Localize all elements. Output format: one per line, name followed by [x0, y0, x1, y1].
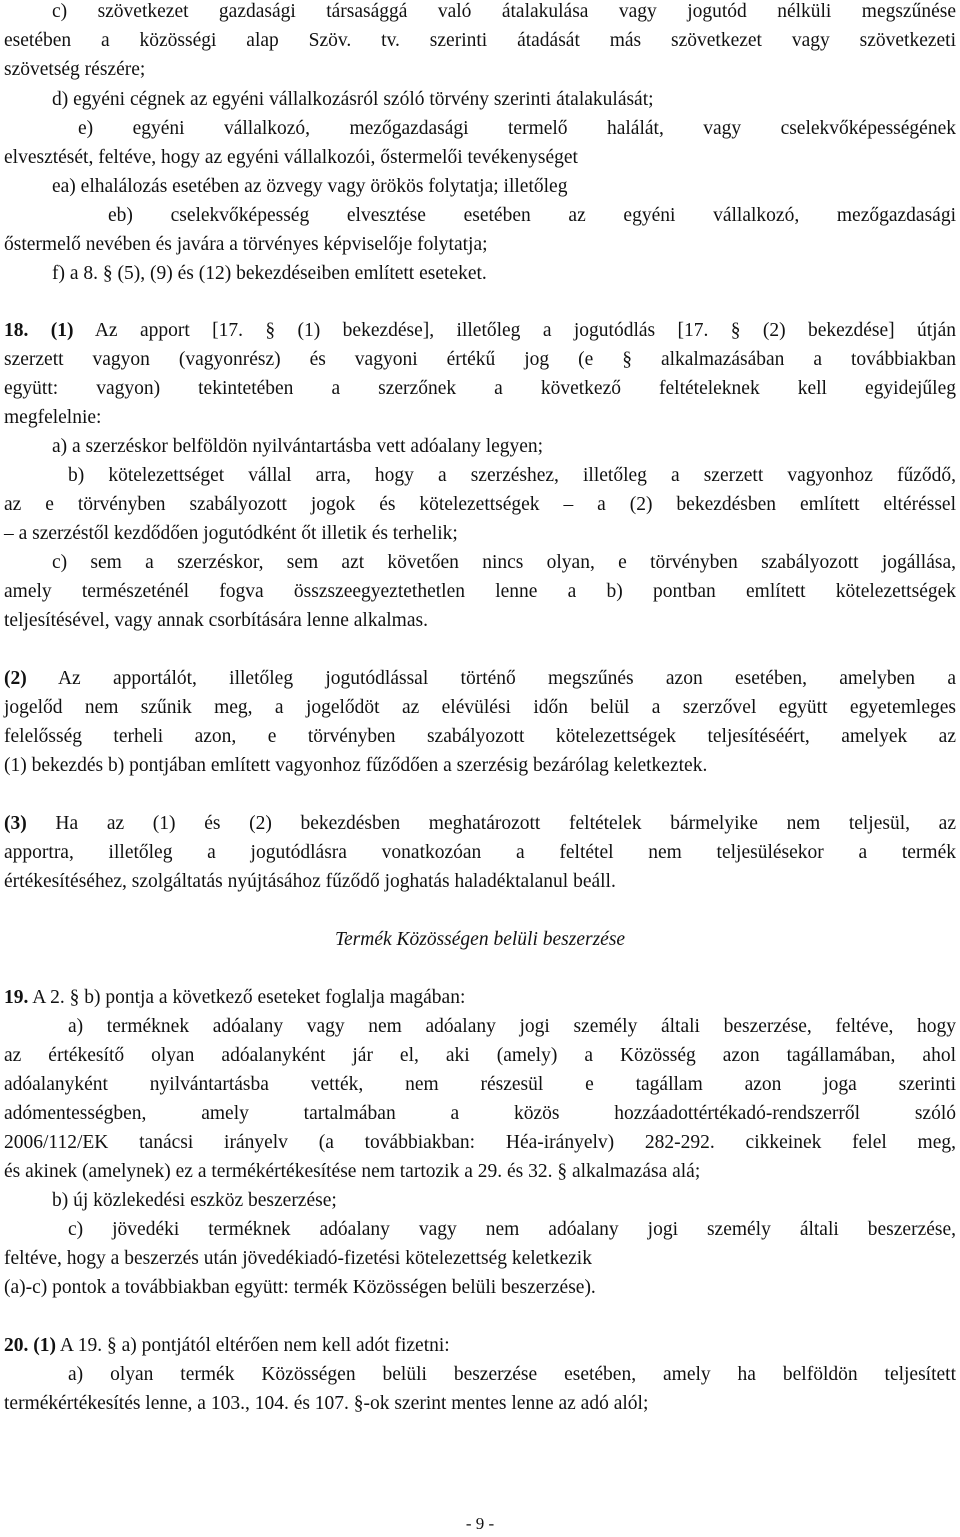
text-line: amely természeténél fogva összszeegyeztethetlen lenne a b) pontban említett kötelezettségek: [4, 581, 956, 602]
text-span: Az apportálót, illetőleg jogutódlással történő megszűnés azon esetében, amelyben a: [57, 668, 956, 689]
paragraph-marker: (1): [33, 1335, 56, 1356]
text-line: teljesítésével, vagy annak csorbítására lenne alkalmas.: [4, 610, 428, 631]
text-span: Ha az (1) és (2) bekezdésben meghatározott feltételek bármelyike nem teljesül, az: [55, 813, 956, 834]
text-line: b) új közlekedési eszköz beszerzése;: [52, 1190, 337, 1211]
paragraph-2-line: [4, 664, 956, 693]
document-page: [4, 0, 956, 1537]
section-18-line: [4, 316, 956, 345]
text-line: apportra, illetőleg a jogutódlásra vonatkozóan a feltétel nem teljesülésekor a termék: [4, 842, 956, 863]
text-line: felelősség terheli azon, e törvényben szabályozott kötelezettségek teljesítéséért, amelyek az: [4, 726, 956, 747]
section-number: 20.: [4, 1335, 29, 1356]
section-heading: Termék Közösségen belüli beszerzése: [334, 929, 626, 950]
section-number: 19.: [4, 987, 29, 1008]
text-line: és akinek (amelynek) ez a termékértékesítése nem tartozik a 29. és 32. § alkalmazása alá;: [4, 1161, 701, 1182]
text-line: f) a 8. § (5), (9) és (12) bekezdéseiben említett eseteket.: [52, 263, 487, 284]
text-line: a) olyan termék Közösségen belüli beszerzése esetében, amely ha belföldön teljesített: [68, 1364, 956, 1385]
text-line: c) sem a szerzéskor, sem azt követően nincs olyan, e törvényben szabályozott jogállása,: [52, 552, 956, 573]
paragraph-3-line: [4, 809, 956, 838]
text-line: szerzett vagyon (vagyonrész) és vagyoni értékű jog (e § alkalmazásában a továbbiakban: [4, 349, 956, 370]
section-20-line: [4, 1331, 956, 1360]
text-line: ea) elhalálozás esetében az özvegy vagy örökös folytatja; illetőleg: [52, 176, 568, 197]
text-line: c) szövetkezet gazdasági társasággá való átalakulása vagy jogutód nélküli megszűnése: [52, 1, 956, 22]
paragraph-marker: (3): [4, 813, 27, 834]
text-line: az e törvényben szabályozott jogok és kötelezettségek – a (2) bekezdésben említett eltéréssel: [4, 494, 956, 515]
text-line: a) a szerzéskor belföldön nyilvántartásba vett adóalany legyen;: [52, 436, 544, 457]
text-line: e) egyéni vállalkozó, mezőgazdasági termelő halálát, vagy cselekvőképességének: [78, 118, 956, 139]
text-line: d) egyéni cégnek az egyéni vállalkozásról szóló törvény szerinti átalakulását;: [52, 89, 654, 110]
page-number: - 9 -: [465, 1514, 495, 1533]
text-line: b) kötelezettséget vállal arra, hogy a szerzéshez, illetőleg a szerzett vagyonhoz fűződő,: [68, 465, 956, 486]
text-line: az értékesítő olyan adóalanyként jár el, aki (amely) a Közösség azon tagállamában, ahol: [4, 1045, 956, 1066]
text-span: A 2. § b) pontja a következő eseteket foglalja magában:: [32, 987, 466, 1008]
text-line: adómentességben, amely tartalmában a közös hozzáadottértékadó-rendszerről szóló: [4, 1103, 956, 1124]
section-number: 18.: [4, 320, 29, 341]
text-span: Az apport [17. § (1) bekezdése], illetőleg a jogutódlás [17. § (2) bekezdése] útján: [94, 320, 956, 341]
text-line: termékértékesítés lenne, a 103., 104. és 107. §-ok szerint mentes lenne az adó alól;: [4, 1393, 649, 1414]
text-line: együtt: vagyon) tekintetében a szerzőnek a következő feltételeknek kell egyidejűleg: [4, 378, 956, 399]
text-line: 2006/112/EK tanácsi irányelv (a továbbiakban: Héa-irányelv) 282-292. cikkeinek felel meg,: [4, 1132, 956, 1153]
text-span: A 19. § a) pontjától eltérően nem kell adót fizetni:: [59, 1335, 450, 1356]
text-line: – a szerzéstől kezdődően jogutódként őt illetik és terhelik;: [4, 523, 458, 544]
paragraph-marker: (1): [50, 320, 74, 341]
text-line: feltéve, hogy a beszerzés után jövedékiadó-fizetési kötelezettség keletkezik: [4, 1248, 592, 1269]
text-line: megfelelnie:: [4, 407, 102, 428]
text-line: c) jövedéki terméknek adóalany vagy nem adóalany jogi személy általi beszerzése,: [68, 1219, 956, 1240]
text-line: a) terméknek adóalany vagy nem adóalany jogi személy általi beszerzése, feltéve, hogy: [68, 1016, 956, 1037]
paragraph-marker: (2): [4, 668, 27, 689]
text-line: adóalanyként nyilvántartásba vették, nem részesül e tagállam azon joga szerinti: [4, 1074, 956, 1095]
text-line: esetében a közösségi alap Szöv. tv. szerinti átadását más szövetkezet vagy szövetkezeti: [4, 30, 956, 51]
text-line: (a)-c) pontok a továbbiakban együtt: termék Közösségen belüli beszerzése).: [4, 1277, 596, 1298]
text-line: elvesztését, feltéve, hogy az egyéni vállalkozói, őstermelői tevékenységet: [4, 147, 578, 168]
text-line: jogelőd nem szűnik meg, a jogelődöt az elévülési időn belül a szerzővel együtt egyetemleges: [4, 697, 956, 718]
text-line: eb) cselekvőképesség elvesztése esetében az egyéni vállalkozó, mezőgazdasági: [108, 205, 956, 226]
text-line: őstermelő nevében és javára a törvényes képviselője folytatja;: [4, 234, 488, 255]
section-19-line: [4, 983, 956, 1012]
text-line: (1) bekezdés b) pontjában említett vagyonhoz fűződően a szerzésig bezárólag keletkeztek.: [4, 755, 708, 776]
text-line: szövetség részére;: [4, 59, 146, 80]
text-line: értékesítéséhez, szolgáltatás nyújtásához fűződő joghatás haladéktalanul beáll.: [4, 871, 616, 892]
